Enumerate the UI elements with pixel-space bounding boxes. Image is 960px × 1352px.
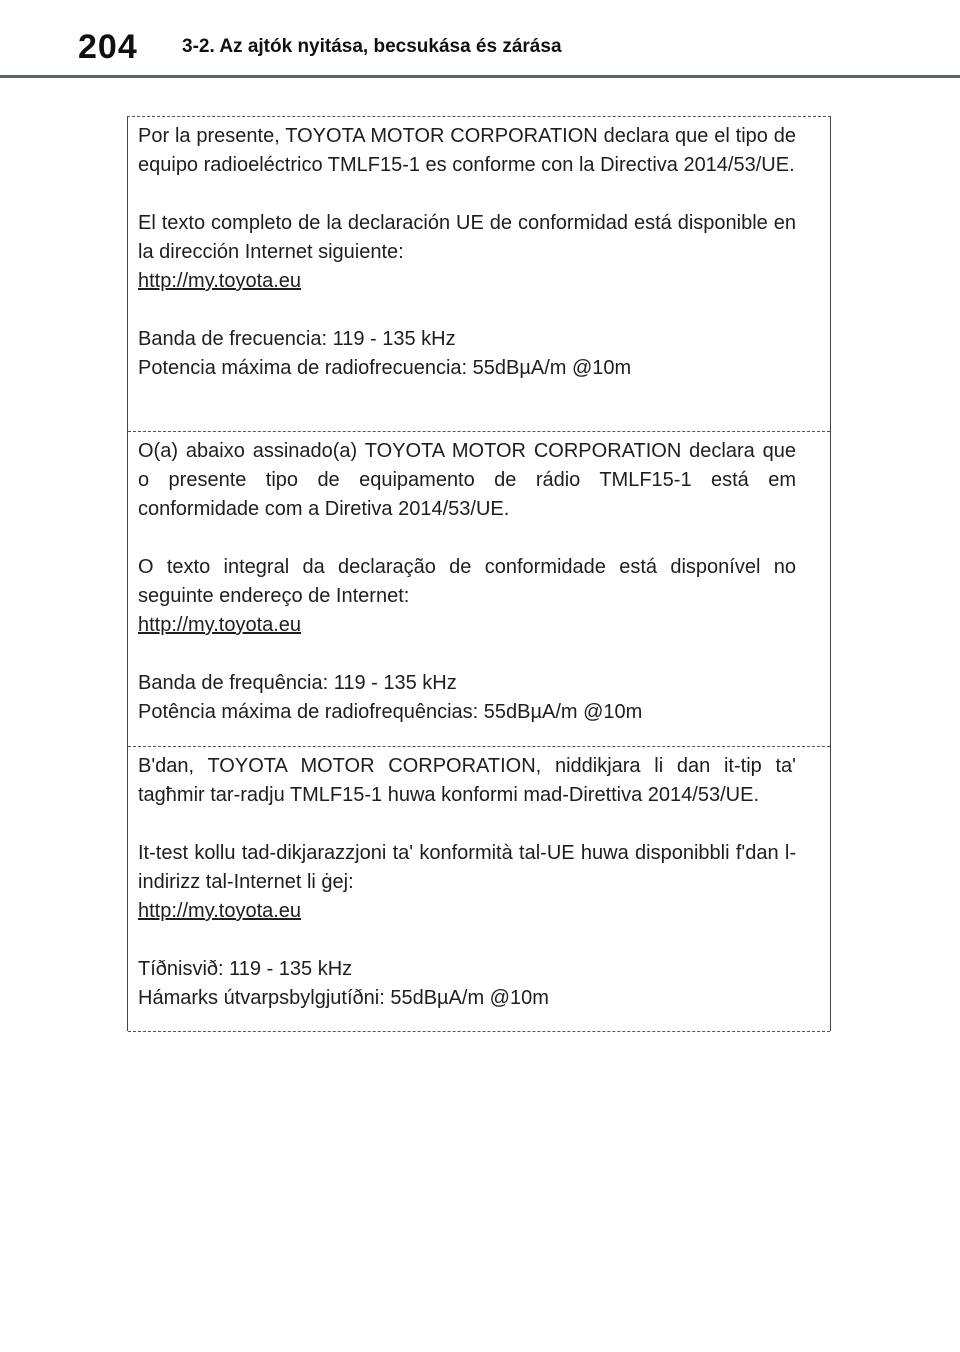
declaration-link[interactable]: http://my.toyota.eu (138, 270, 302, 292)
declaration-block-maltese (128, 747, 830, 1032)
power-text: Hámarks útvarpsbylgjutíðni: 55dBµA/m @10m (138, 987, 549, 1009)
declaration-text: B'dan, TOYOTA MOTOR CORPORATION, niddikjara li dan it-tip ta' tagħmir tar-radju TMLF15-1 huwa konformi mad-Direttiva 2014/53/UE. (138, 755, 796, 806)
availability-text: El texto completo de la declaración UE de conformidad está disponible en la dirección Internet siguiente: (138, 212, 796, 263)
page-number: 204 (78, 28, 138, 66)
declaration-block-portuguese (128, 432, 830, 747)
frequency-text: Tíðnisvið: 119 - 135 kHz (138, 958, 353, 980)
declaration-text: O(a) abaixo assinado(a) TOYOTA MOTOR CORPORATION declara que o presente tipo de equipamento de rádio TMLF15-1 está em conformidade com a Diretiva 2014/53/UE. (138, 440, 796, 520)
page-header (0, 0, 960, 78)
power-text: Potência máxima de radiofrequências: 55dBµA/m @10m (138, 701, 643, 723)
declarations-box (127, 116, 831, 1031)
section-title: 3-2. Az ajtók nyitása, becsukása és zárása (182, 36, 562, 57)
availability-text: It-test kollu tad-dikjarazzjoni ta' konformità tal-UE huwa disponibbli f'dan l-indirizz tal-Internet li ġej: (138, 842, 796, 893)
frequency-text: Banda de frecuencia: 119 - 135 kHz (138, 328, 456, 350)
power-text: Potencia máxima de radiofrecuencia: 55dBµA/m @10m (138, 357, 632, 379)
declaration-block-spanish (128, 117, 830, 432)
frequency-text: Banda de frequência: 119 - 135 kHz (138, 672, 457, 694)
declaration-text: Por la presente, TOYOTA MOTOR CORPORATION declara que el tipo de equipo radioeléctrico TMLF15-1 es conforme con la Directiva 2014/53/UE. (138, 125, 796, 176)
availability-text: O texto integral da declaração de conformidade está disponível no seguinte endereço de Internet: (138, 556, 796, 607)
header-divider (0, 75, 960, 78)
declaration-link[interactable]: http://my.toyota.eu (138, 900, 302, 922)
declaration-link[interactable]: http://my.toyota.eu (138, 614, 302, 636)
